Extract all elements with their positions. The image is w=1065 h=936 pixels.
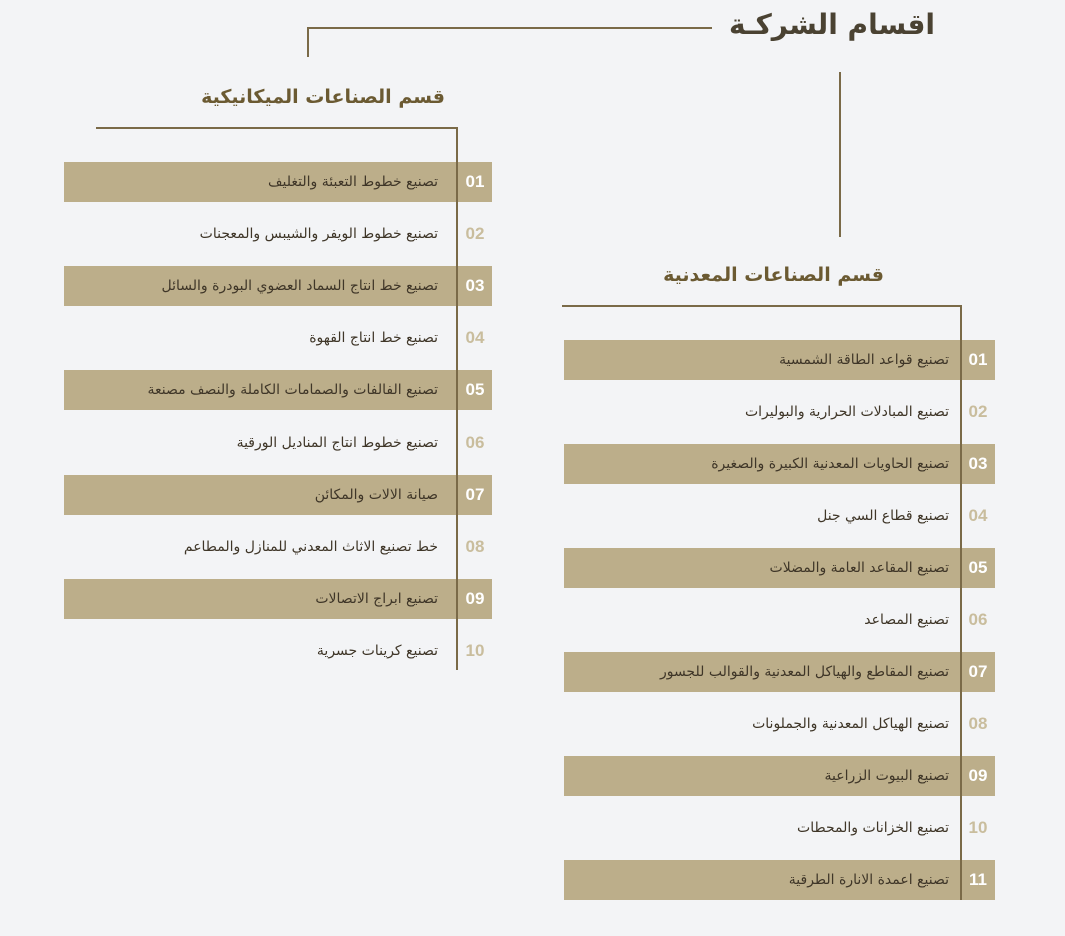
item-number: 08 — [465, 536, 485, 556]
list-item — [64, 370, 492, 410]
section-line — [562, 305, 961, 307]
item-label: صيانة الالات والمكائن — [314, 486, 438, 503]
item-label: تصنيع المبادلات الحرارية والبوليرات — [744, 404, 949, 420]
item-label: تصنيع قطاع السي جنل — [817, 508, 949, 524]
item-number: 10 — [968, 818, 988, 837]
list-item — [564, 652, 995, 692]
list-item — [64, 475, 492, 515]
list-item — [64, 162, 492, 202]
list-item — [564, 392, 995, 432]
item-number: 07 — [968, 662, 988, 681]
item-label: تصنيع الخزانات والمحطات — [797, 820, 949, 836]
item-label: تصنيع خطوط التعبئة والتغليف — [268, 174, 438, 190]
item-label: تصنيع خطوط انتاج المناديل الورقية — [236, 434, 438, 451]
section-heading-mechanical: قسم الصناعات الميكانيكية — [201, 86, 445, 108]
list-item — [564, 860, 995, 900]
list-item — [64, 423, 492, 463]
item-number: 02 — [968, 402, 988, 421]
item-label: تصنيع خطوط الويفر والشيبس والمعجنات — [199, 226, 438, 243]
item-label: تصنيع اعمدة الانارة الطرقية — [788, 872, 949, 888]
item-label: تصنيع المقاطع والهياكل المعدنية والقوالب للجسور — [659, 664, 949, 680]
item-number: 01 — [968, 350, 988, 369]
item-number: 03 — [465, 276, 485, 296]
item-label: خط تصنيع الاثاث المعدني للمنازل والمطاعم — [183, 538, 438, 555]
section-line — [96, 127, 457, 129]
item-label: تصنيع كرينات جسرية — [316, 642, 438, 659]
list-item — [564, 808, 995, 848]
item-label: تصنيع قواعد الطاقة الشمسية — [779, 352, 949, 368]
connector-line — [307, 27, 712, 29]
item-label: تصنيع الفالفات والصمامات الكاملة والنصف مصنعة — [147, 382, 438, 399]
item-number: 05 — [465, 380, 485, 400]
item-number: 09 — [465, 588, 485, 608]
list-item — [564, 704, 995, 744]
list-item — [564, 340, 995, 380]
item-number: 06 — [465, 432, 485, 452]
item-number: 08 — [968, 714, 988, 733]
item-label: تصنيع المقاعد العامة والمضلات — [769, 560, 949, 576]
item-label: تصنيع خط انتاج القهوة — [309, 330, 438, 347]
page-title: اقسام الشركـة — [728, 8, 935, 41]
item-label: تصنيع خط انتاج السماد العضوي البودرة والسائل — [161, 278, 438, 295]
item-number: 04 — [968, 506, 988, 525]
list-item — [564, 548, 995, 588]
item-label: تصنيع البيوت الزراعية — [824, 768, 949, 784]
list-item — [64, 579, 492, 619]
list-item — [564, 444, 995, 484]
list-item — [564, 756, 995, 796]
list-item — [64, 266, 492, 306]
item-number: 06 — [968, 610, 988, 629]
section-vertical-line — [960, 305, 962, 900]
item-number: 07 — [465, 484, 485, 504]
item-number: 11 — [969, 870, 987, 889]
section-vertical-line — [456, 127, 458, 670]
list-item — [64, 318, 492, 358]
item-number: 10 — [465, 640, 485, 660]
list-item — [64, 527, 492, 567]
section-heading-metal: قسم الصناعات المعدنية — [663, 264, 884, 286]
connector-line — [307, 27, 309, 57]
item-label: تصنيع ابراج الاتصالات — [315, 590, 438, 607]
list-item — [564, 496, 995, 536]
item-number: 02 — [465, 224, 485, 244]
list-item — [564, 600, 995, 640]
item-number: 09 — [968, 766, 988, 785]
connector-line — [839, 72, 841, 237]
list-item — [64, 631, 492, 671]
item-number: 03 — [968, 454, 988, 473]
item-number: 04 — [465, 328, 485, 348]
item-number: 05 — [968, 558, 988, 577]
item-label: تصنيع المصاعد — [864, 612, 949, 628]
list-item — [64, 214, 492, 254]
item-label: تصنيع الحاويات المعدنية الكبيرة والصغيرة — [711, 456, 949, 472]
item-number: 01 — [465, 172, 485, 191]
item-label: تصنيع الهياكل المعدنية والجملونات — [752, 716, 949, 732]
